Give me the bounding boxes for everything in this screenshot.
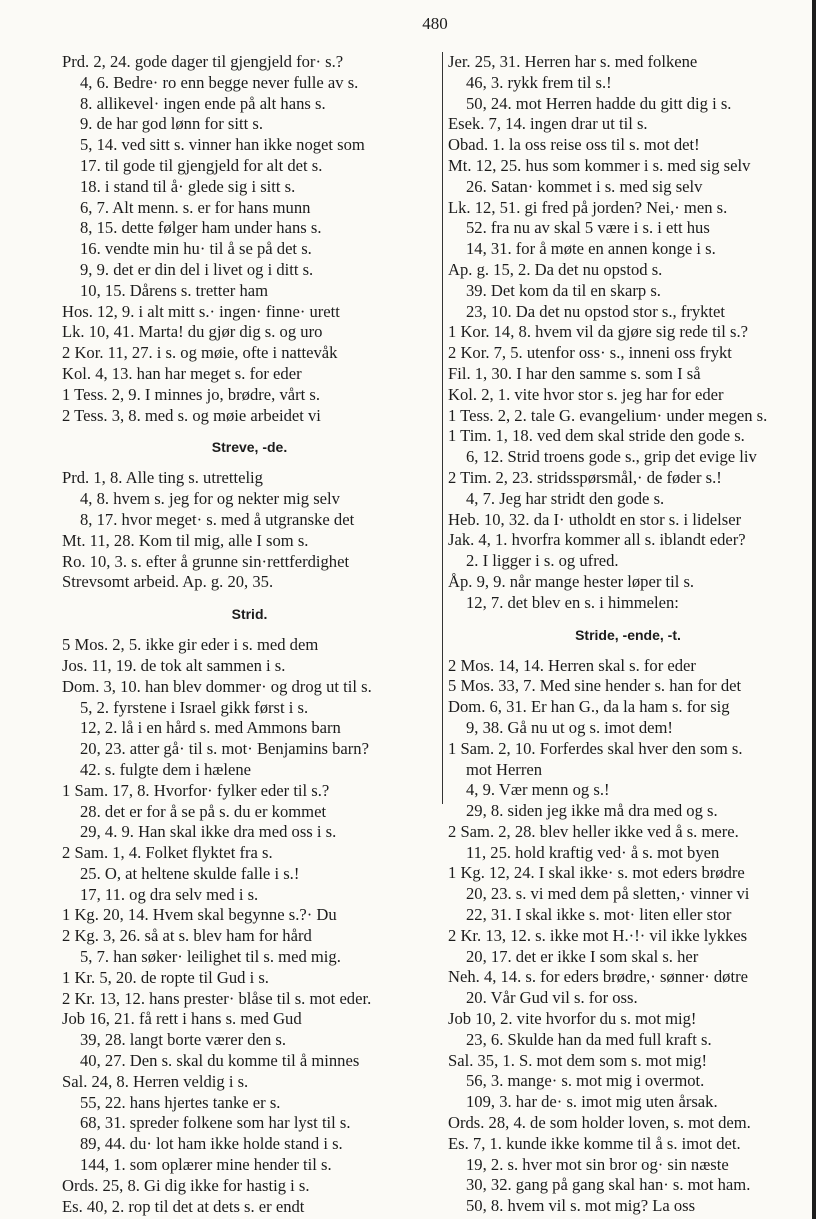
concordance-entry: 2 Kr. 13, 12. hans prester· blåse til s. mot eder. bbox=[62, 988, 372, 1008]
concordance-entry: Dom. 6, 31. Er han G., da la ham s. for sig bbox=[448, 697, 730, 717]
concordance-entry: 8, 15. dette følger ham under hans s. bbox=[80, 218, 322, 238]
concordance-entry: 56, 3. mange· s. mot mig i overmot. bbox=[466, 1071, 705, 1091]
concordance-entry: 1 Sam. 2, 10. Forferdes skal hver den som s. bbox=[448, 738, 743, 758]
right-entries-group-2 bbox=[448, 656, 816, 1218]
right-entries-group-1 bbox=[448, 52, 816, 614]
concordance-entry: 9, 38. Gå nu ut og s. imot dem! bbox=[466, 717, 673, 737]
concordance-entry: 4, 6. Bedre· ro enn begge never fulle av s. bbox=[80, 72, 359, 92]
concordance-entry: 46, 3. rykk frem til s.! bbox=[466, 72, 612, 92]
concordance-entry: 50, 8. hvem vil s. mot mig? La oss bbox=[466, 1196, 696, 1216]
concordance-entry: Hos. 12, 9. i alt mitt s.· ingen· finne· urett bbox=[62, 301, 340, 321]
concordance-entry: 1 Tim. 1, 18. ved dem skal stride den gode s. bbox=[448, 426, 745, 446]
concordance-entry: Prd. 1, 8. Alle ting s. utrettelig bbox=[62, 468, 263, 488]
concordance-entry: 25. O, at heltene skulde falle i s.! bbox=[80, 863, 300, 883]
concordance-entry: 2. I ligger i s. og ufred. bbox=[466, 551, 619, 571]
concordance-entry: 39, 28. langt borte værer den s. bbox=[80, 1030, 286, 1050]
concordance-entry: 2 Tess. 3, 8. med s. og møie arbeidet vi bbox=[62, 405, 321, 425]
concordance-entry: 20. Vår Gud vil s. for oss. bbox=[466, 988, 638, 1008]
concordance-entry: 23, 6. Skulde han da med full kraft s. bbox=[466, 1029, 712, 1049]
concordance-entry: 20, 23. s. vi med dem på sletten,· vinner vi bbox=[466, 884, 750, 904]
concordance-entry: 4, 8. hvem s. jeg for og nekter mig selv bbox=[80, 489, 340, 509]
concordance-entry: 20, 17. det er ikke I som skal s. her bbox=[466, 946, 699, 966]
concordance-entry: 28. det er for å se på s. du er kommet bbox=[80, 801, 327, 821]
concordance-entry: Jer. 25, 31. Herren har s. med folkene bbox=[448, 52, 698, 71]
concordance-entry: 9. de har god lønn for sitt s. bbox=[80, 114, 263, 134]
concordance-entry: Neh. 4, 14. s. for eders brødre,· sønner· døtre bbox=[448, 967, 748, 987]
concordance-entry: 8, 17. hvor meget· s. med å utgranske det bbox=[80, 509, 355, 529]
concordance-entry: 39. Det kom da til en skarp s. bbox=[466, 280, 661, 300]
concordance-entry: 50, 24. mot Herren hadde du gitt dig i s. bbox=[466, 93, 732, 113]
concordance-entry: 2 Mos. 14, 14. Herren skal s. for eder bbox=[448, 655, 696, 675]
concordance-entry: 42. s. fulgte dem i hælene bbox=[80, 759, 251, 779]
heading-stride: Stride, -ende, -t. bbox=[575, 626, 681, 643]
concordance-entry: 1 Tess. 2, 9. I minnes jo, brødre, vårt s. bbox=[62, 384, 321, 404]
concordance-entry: 8. allikevel· ingen ende på alt hans s. bbox=[80, 93, 326, 113]
left-column bbox=[62, 52, 437, 1217]
concordance-entry: 14, 31. for å møte en annen konge i s. bbox=[466, 239, 716, 259]
concordance-entry: Åp. 9, 9. når mange hester løper til s. bbox=[448, 571, 695, 591]
concordance-entry: 5 Mos. 2, 5. ikke gir eder i s. med dem bbox=[62, 635, 319, 655]
left-entries-group-1 bbox=[62, 52, 437, 426]
concordance-entry: 22, 31. I skal ikke s. mot· liten eller stor bbox=[466, 905, 732, 925]
concordance-entry: 17, 11. og dra selv med i s. bbox=[80, 884, 259, 904]
concordance-entry: Mt. 12, 25. hus som kommer i s. med sig selv bbox=[448, 155, 751, 175]
concordance-entry: Strevsomt arbeid. Ap. g. 20, 35. bbox=[62, 572, 274, 592]
concordance-entry: Sal. 35, 1. S. mot dem som s. mot mig! bbox=[448, 1050, 708, 1070]
concordance-entry: 144, 1. som oplærer mine hender til s. bbox=[80, 1155, 332, 1175]
concordance-entry: 52. fra nu av skal 5 være i s. i ett hus bbox=[466, 218, 710, 238]
concordance-entry: 109, 3. har de· s. imot mig uten årsak. bbox=[466, 1092, 718, 1112]
concordance-entry: mot Herren bbox=[466, 759, 543, 779]
concordance-entry: 2 Sam. 1, 4. Folket flyktet fra s. bbox=[62, 843, 273, 863]
concordance-entry: 16. vendte min hu· til å se på det s. bbox=[80, 239, 312, 259]
concordance-entry: 5, 14. ved sitt s. vinner han ikke noget som bbox=[80, 135, 365, 155]
concordance-entry: Job 16, 21. få rett i hans s. med Gud bbox=[62, 1009, 302, 1029]
concordance-entry: Dom. 3, 10. han blev dommer· og drog ut til s. bbox=[62, 676, 372, 696]
concordance-entry: 6, 7. Alt menn. s. er for hans munn bbox=[80, 197, 311, 217]
concordance-entry: 17. til gode til gjengjeld for alt det s. bbox=[80, 155, 323, 175]
concordance-entry: 2 Kor. 7, 5. utenfor oss· s., inneni oss frykt bbox=[448, 343, 732, 363]
left-entries-group-2 bbox=[62, 468, 437, 593]
concordance-entry: 5 Mos. 33, 7. Med sine hender s. han for det bbox=[448, 676, 742, 696]
concordance-entry: 2 Kg. 3, 26. så at s. blev ham for hård bbox=[62, 926, 312, 946]
concordance-entry: 1 Sam. 17, 8. Hvorfor· fylker eder til s.? bbox=[62, 780, 330, 800]
concordance-entry: 1 Kr. 5, 20. de ropte til Gud i s. bbox=[62, 967, 269, 987]
concordance-entry: 5, 2. fyrstene i Israel gikk først i s. bbox=[80, 697, 309, 717]
concordance-entry: Kol. 4, 13. han har meget s. for eder bbox=[62, 363, 302, 383]
concordance-entry: 6, 12. Strid troens gode s., grip det evige liv bbox=[466, 447, 757, 467]
concordance-entry: 12, 2. lå i en hård s. med Ammons barn bbox=[80, 718, 341, 738]
concordance-entry: 10, 15. Dårens s. tretter ham bbox=[80, 280, 269, 300]
page-edge-shadow bbox=[812, 0, 816, 1219]
concordance-entry: 18. i stand til å· glede sig i sitt s. bbox=[80, 176, 296, 196]
concordance-entry: 2 Kr. 13, 12. s. ikke mot H.·!· vil ikke lykkes bbox=[448, 925, 748, 945]
concordance-entry: Es. 7, 1. kunde ikke komme til å s. imot det. bbox=[448, 1133, 741, 1153]
concordance-entry: 29, 4. 9. Han skal ikke dra med oss i s. bbox=[80, 822, 337, 842]
heading-strid: Strid. bbox=[231, 606, 268, 623]
concordance-entry: 9, 9. det er din del i livet og i ditt s. bbox=[80, 259, 314, 279]
concordance-entry: Obad. 1. la oss reise oss til s. mot det! bbox=[448, 135, 700, 155]
concordance-entry: 2 Kor. 11, 27. i s. og møie, ofte i nattevåk bbox=[62, 343, 338, 363]
page-number: 480 bbox=[422, 14, 448, 33]
concordance-entry: Sal. 24, 8. Herren veldig i s. bbox=[62, 1071, 249, 1091]
concordance-entry: 89, 44. du· lot ham ikke holde stand i s. bbox=[80, 1134, 343, 1154]
concordance-entry: 40, 27. Den s. skal du komme til å minnes bbox=[80, 1051, 360, 1071]
concordance-entry: Ro. 10, 3. s. efter å grunne sin·rettferdighet bbox=[62, 551, 350, 571]
concordance-entry: Prd. 2, 24. gode dager til gjengjeld for· s.? bbox=[62, 52, 344, 71]
concordance-entry: Esek. 7, 14. ingen drar ut til s. bbox=[448, 114, 648, 134]
heading-streve: Streve, -de. bbox=[211, 439, 288, 456]
left-entries-group-3 bbox=[62, 635, 437, 1217]
concordance-entry: Es. 40, 2. rop til det at dets s. er endt bbox=[62, 1196, 305, 1216]
concordance-entry: Ords. 28, 4. de som holder loven, s. mot dem. bbox=[448, 1113, 751, 1133]
concordance-entry: Kol. 2, 1. vite hvor stor s. jeg har for eder bbox=[448, 384, 724, 404]
concordance-entry: 1 Tess. 2, 2. tale G. evangelium· under megen s. bbox=[448, 405, 768, 425]
concordance-entry: Jak. 4, 1. hvorfra kommer all s. iblandt eder? bbox=[448, 530, 746, 550]
concordance-entry: Lk. 10, 41. Marta! du gjør dig s. og uro bbox=[62, 322, 323, 342]
concordance-entry: Jos. 11, 19. de tok alt sammen i s. bbox=[62, 655, 286, 675]
concordance-entry: Lk. 12, 51. gi fred på jorden? Nei,· men s. bbox=[448, 197, 728, 217]
concordance-entry: Mt. 11, 28. Kom til mig, alle I som s. bbox=[62, 530, 309, 550]
concordance-entry: 12, 7. det blev en s. i himmelen: bbox=[466, 592, 679, 612]
concordance-entry: 19, 2. s. hver mot sin bror og· sin næste bbox=[466, 1154, 729, 1174]
concordance-entry: 68, 31. spreder folkene som har lyst til s. bbox=[80, 1113, 351, 1133]
concordance-entry: 1 Kg. 12, 24. I skal ikke· s. mot eders brødre bbox=[448, 863, 745, 883]
concordance-entry: 2 Tim. 2, 23. stridsspørsmål,· de føder s.! bbox=[448, 467, 722, 487]
concordance-entry: Ords. 25, 8. Gi dig ikke for hastig i s. bbox=[62, 1175, 310, 1195]
column-divider bbox=[442, 52, 443, 804]
concordance-entry: 29, 8. siden jeg ikke må dra med og s. bbox=[466, 801, 718, 821]
concordance-entry: 4, 7. Jeg har stridt den gode s. bbox=[466, 488, 665, 508]
concordance-entry: Fil. 1, 30. I har den samme s. som I så bbox=[448, 363, 701, 383]
right-column bbox=[448, 52, 816, 1217]
concordance-entry: 1 Kg. 20, 14. Hvem skal begynne s.?· Du bbox=[62, 905, 337, 925]
concordance-entry: 11, 25. hold kraftig ved· å s. mot byen bbox=[466, 842, 720, 862]
concordance-entry: 26. Satan· kommet i s. med sig selv bbox=[466, 176, 703, 196]
concordance-entry: 20, 23. atter gå· til s. mot· Benjamins barn? bbox=[80, 739, 369, 759]
concordance-entry: Heb. 10, 32. da I· utholdt en stor s. i lidelser bbox=[448, 509, 742, 529]
concordance-entry: 2 Sam. 2, 28. blev heller ikke ved å s. mere. bbox=[448, 821, 739, 841]
concordance-entry: Ap. g. 15, 2. Da det nu opstod s. bbox=[448, 259, 663, 279]
concordance-entry: 5, 7. han søker· leilighet til s. med mig. bbox=[80, 947, 341, 967]
concordance-entry: Job 10, 2. vite hvorfor du s. mot mig! bbox=[448, 1009, 697, 1029]
concordance-entry: 1 Kor. 14, 8. hvem vil da gjøre sig rede til s.? bbox=[448, 322, 749, 342]
concordance-entry: 30, 32. gang på gang skal han· s. mot ham. bbox=[466, 1175, 751, 1195]
concordance-entry: 23, 10. Da det nu opstod stor s., fryktet bbox=[466, 301, 726, 321]
concordance-entry: 55, 22. hans hjertes tanke er s. bbox=[80, 1092, 281, 1112]
concordance-entry: 4, 9. Vær menn og s.! bbox=[466, 780, 610, 800]
